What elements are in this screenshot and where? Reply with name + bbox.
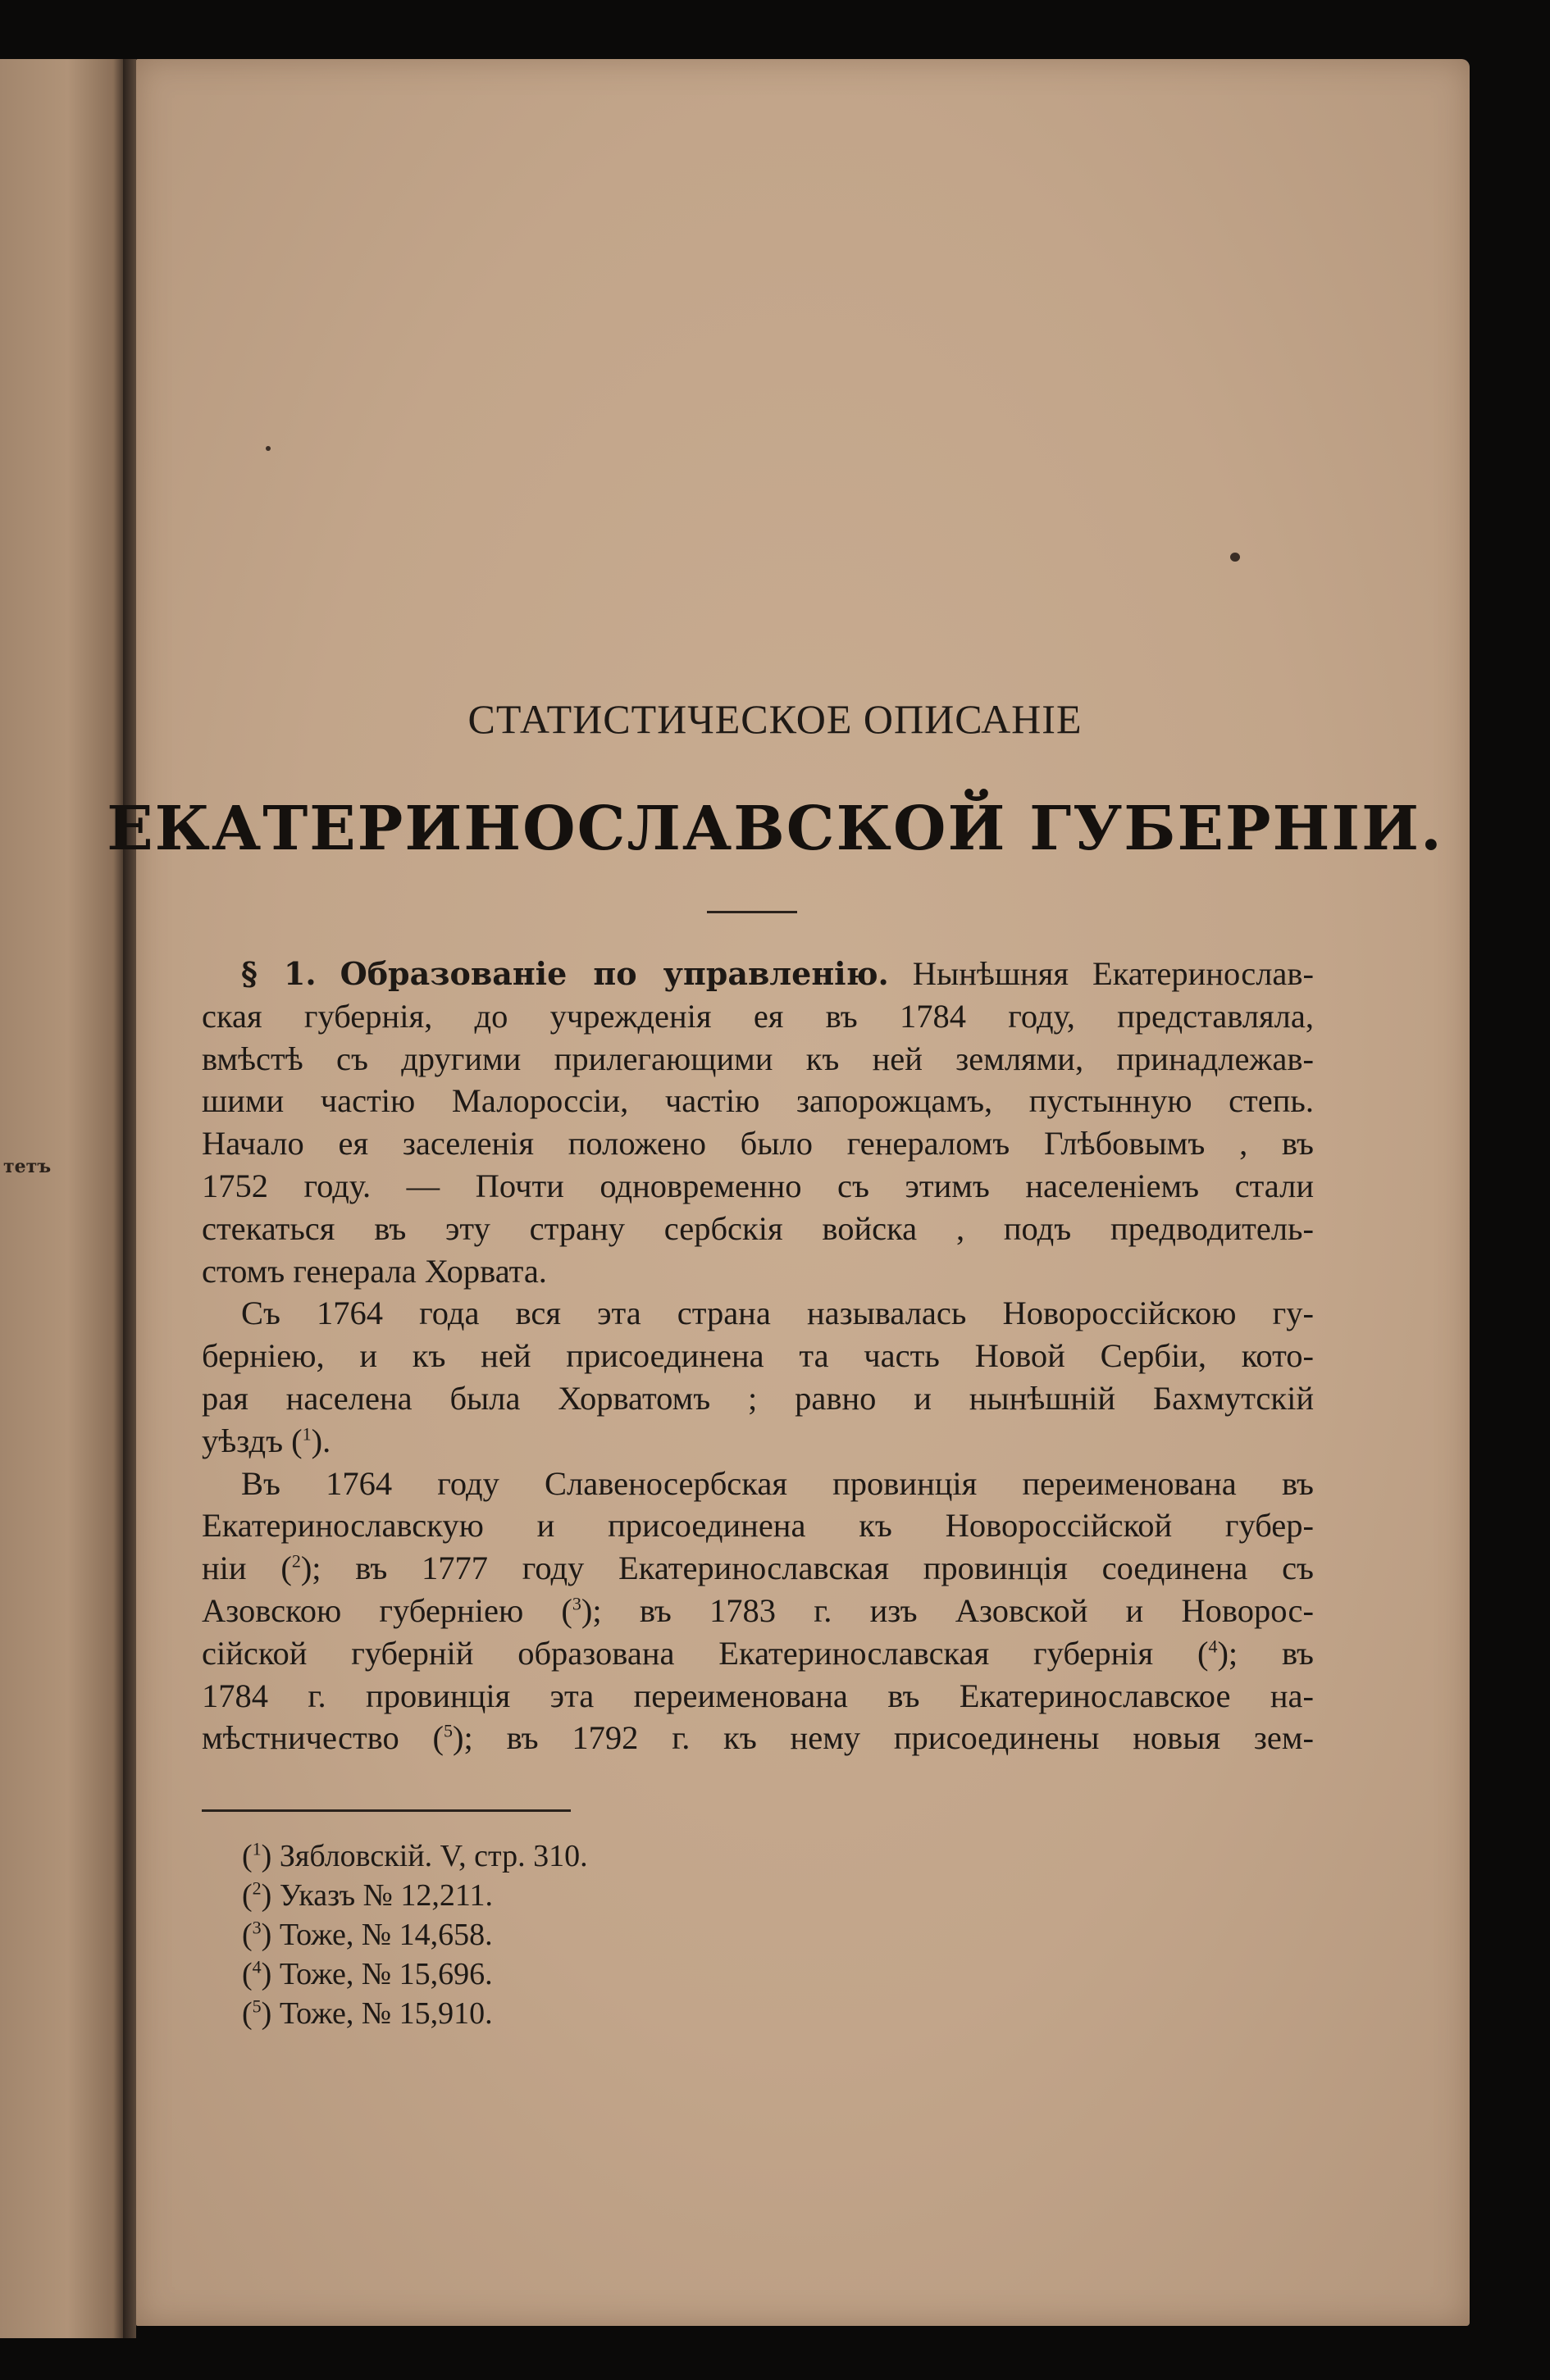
text-line: Съ 1764 года вся эта страна называлась Новороссійскою гу- — [241, 1295, 1314, 1332]
footnote-text: Тоже, № 15,696. — [279, 1957, 493, 1991]
text-line: стомъ генерала Хорвата. — [202, 1252, 547, 1290]
footnote-text: Тоже, № 15,910. — [279, 1996, 493, 2031]
text-line: стекаться въ эту страну сербскія войска , подъ предводитель- — [202, 1209, 1314, 1247]
footnote-reference: 2 — [291, 1550, 301, 1572]
footnote-reference: 4 — [1208, 1636, 1218, 1657]
footnote-text: Тоже, № 14,658. — [279, 1918, 493, 1952]
text-line — [202, 1717, 1314, 1759]
text-run: ); въ 1792 г. къ нему присоединены новыя зем- — [453, 1719, 1314, 1757]
body-text — [202, 953, 1314, 1759]
footnote-reference: 3 — [572, 1593, 581, 1614]
text-line: 1752 году. — Почти одновременно съ этимъ населеніемъ стали — [202, 1167, 1314, 1204]
footnote-text: Указъ № 12,211. — [279, 1878, 493, 1913]
left-page-edge — [0, 59, 123, 2338]
footnote-mark: 3 — [252, 1917, 262, 1938]
footnote-mark: 4 — [252, 1956, 262, 1977]
text-line: Екатеринославскую и присоединена къ Новороссійской губер- — [202, 1507, 1314, 1545]
text-run: ). — [311, 1422, 331, 1459]
text-run: Азовскою губерніею ( — [202, 1591, 572, 1629]
page-title-line-2: ЕКАТЕРИНОСЛАВСКОЙ ГУБЕРНІИ. — [107, 794, 1443, 864]
text-run: ); въ — [1217, 1634, 1315, 1672]
text-line: ская губернія, до учрежденія ея въ 1784 году, представляла, — [202, 997, 1314, 1035]
text-line — [202, 1632, 1314, 1675]
text-run: ); въ 1783 г. изъ Азовской и Новорос- — [581, 1591, 1314, 1629]
footnote-mark: 1 — [252, 1838, 262, 1859]
text-run: сійской губерній образована Екатеринославская губернія ( — [202, 1634, 1209, 1672]
text-line: Начало ея заселенія положено было генераломъ Глѣбовымъ , въ — [202, 1125, 1314, 1163]
text-line: берніею, и къ ней присоединена та часть Новой Сербіи, кото- — [202, 1337, 1314, 1375]
text-line: 1784 г. провинція эта переименована въ Екатеринославское на- — [202, 1677, 1314, 1714]
text-run: мѣстничество ( — [202, 1719, 444, 1757]
text-line — [202, 1420, 1314, 1463]
text-line — [202, 1547, 1314, 1590]
footnote: ($^2$) Указъ № 12,211. — [242, 1877, 493, 1913]
text-line: рая населена была Хорватомъ ; равно и нынѣшній Бахмутскій — [202, 1379, 1314, 1417]
footnote-reference: 5 — [444, 1720, 454, 1741]
text-line: Въ 1764 году Славеносербская провинція переименована въ — [241, 1464, 1314, 1502]
footnote-mark: 5 — [252, 1995, 262, 2017]
paragraph-text: Нынѣшняя Екатеринослав- — [912, 955, 1314, 992]
text-line — [202, 1590, 1314, 1632]
paper-speck — [1230, 553, 1240, 562]
footnote: ($^5$) Тоже, № 15,910. — [242, 1995, 493, 2031]
text-run: ніи ( — [202, 1550, 292, 1587]
text-line: вмѣстѣ съ другими прилегающими къ ней землями, принадлежав- — [202, 1040, 1314, 1077]
text-line — [202, 953, 1314, 995]
footnote: ($^3$) Тоже, № 14,658. — [242, 1917, 493, 1952]
footnote-reference: 1 — [302, 1423, 312, 1445]
page-title-line-1: СТАТИСТИЧЕСКОЕ ОПИСАНІЕ — [467, 696, 1083, 742]
footnotes — [242, 1836, 588, 2033]
text-run: уѣздъ ( — [202, 1422, 303, 1459]
text-run: ); въ 1777 году Екатеринославская провинція соединена съ — [300, 1550, 1314, 1587]
footnote-divider — [202, 1809, 571, 1812]
left-page-word-fragment: тетъ — [3, 1156, 52, 1177]
footnote: ($^4$) Тоже, № 15,696. — [242, 1956, 493, 1991]
footnote-mark: 2 — [252, 1877, 262, 1899]
book-gutter — [123, 59, 136, 2338]
section-title: Образованіе по управленію. — [340, 955, 889, 992]
title-divider — [707, 911, 797, 913]
text-line: шими частію Малороссіи, частію запорожцамъ, пустынную степь. — [202, 1082, 1314, 1120]
paper-speck — [266, 446, 271, 451]
section-marker: § 1. — [241, 955, 317, 992]
footnote-text: Зябловскій. V, стр. 310. — [279, 1839, 588, 1873]
footnote: ($^1$) Зябловскій. V, стр. 310. — [242, 1838, 588, 1873]
